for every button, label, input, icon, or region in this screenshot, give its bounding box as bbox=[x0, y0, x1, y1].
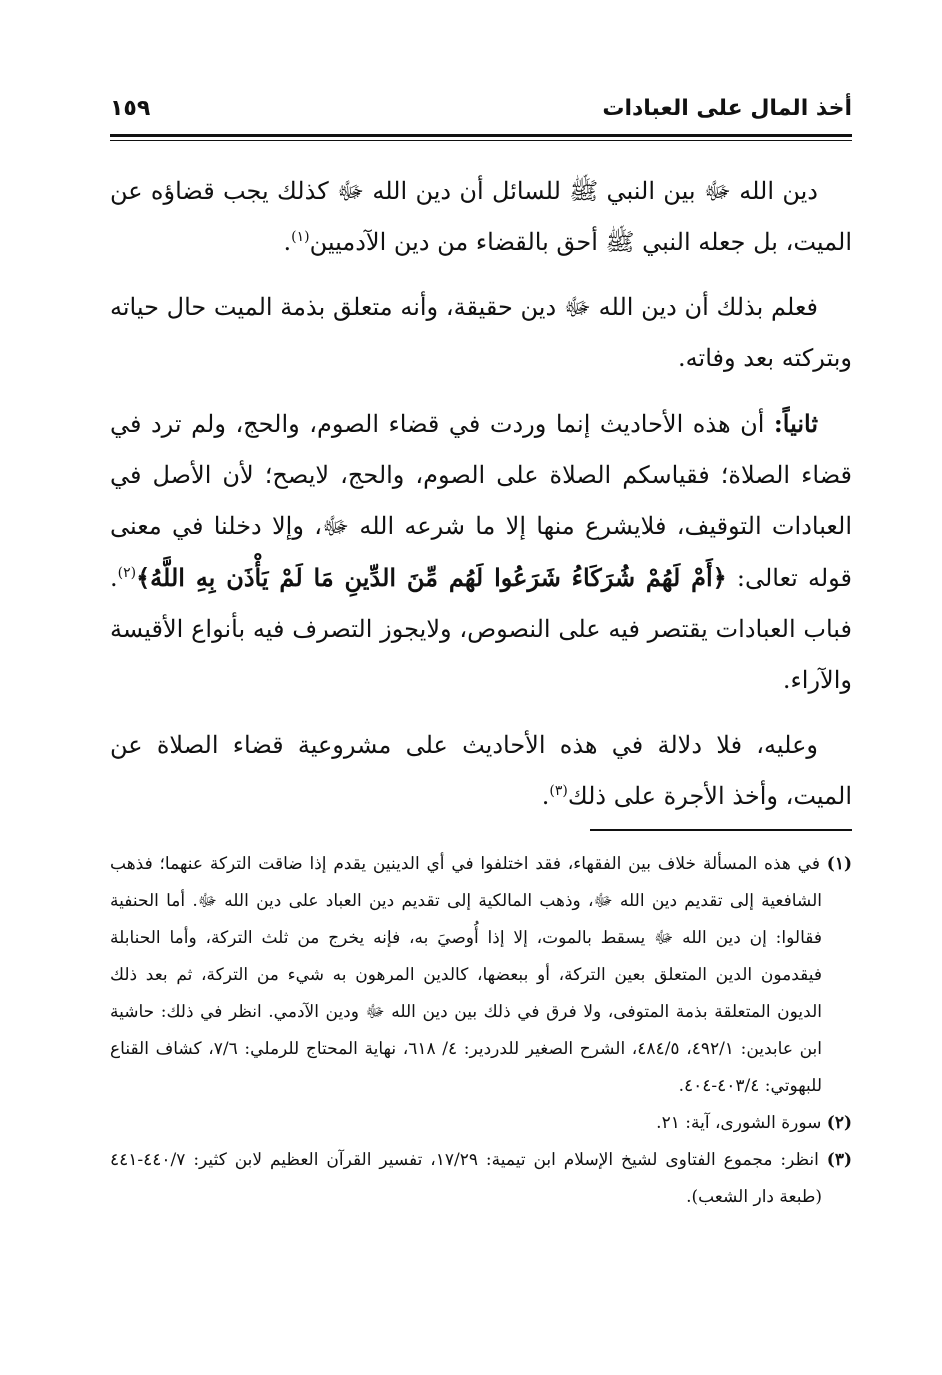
paragraph-2-text: فعلم بذلك أن دين الله ﷻ دين حقيقة، وأنه متعلق بذمة الميت حال حياته وبتركته بعد وفاته. bbox=[110, 293, 852, 372]
quran-verse: ﴿أَمْ لَهُمْ شُرَكَاءُ شَرَعُوا لَهُم مِّنَ الدِّينِ مَا لَمْ يَأْذَن بِهِ اللَّهُ﴾ bbox=[136, 563, 727, 592]
footnote-2 bbox=[110, 1105, 852, 1142]
paragraph-2 bbox=[110, 282, 852, 384]
footnotes bbox=[110, 846, 852, 1216]
footnote-3-number: (٣) bbox=[826, 1150, 852, 1170]
main-text bbox=[110, 166, 852, 836]
footnote-1-number: (١) bbox=[826, 854, 852, 874]
footnote-ref-3[interactable]: (٣) bbox=[549, 783, 568, 799]
paragraph-3-lead: ثانياً: bbox=[773, 409, 818, 438]
footnote-separator bbox=[590, 829, 852, 831]
paragraph-4-text: وعليه، فلا دلالة في هذه الأحاديث على مشروعية قضاء الصلاة عن الميت، وأخذ الأجرة على ذلك bbox=[110, 731, 852, 810]
paragraph-3 bbox=[110, 398, 852, 706]
paragraph-3-text-b: . فباب العبادات يقتصر فيه على النصوص، ولايجوز التصرف فيه بأنواع الأقيسة والآراء. bbox=[110, 564, 852, 694]
footnote-ref-1[interactable]: (١) bbox=[291, 229, 310, 245]
paragraph-1-text: دين الله ﷻ بين النبي ﷺ للسائل أن دين الله ﷻ كذلك يجب قضاؤه عن الميت، بل جعله النبي ﷺ أحق بالقضاء من دين الآدميين bbox=[110, 177, 852, 256]
footnote-1-text: في هذه المسألة خلاف بين الفقهاء، فقد اختلفوا في أي الدينين يقدم إذا ضاقت التركة عنهما؛ فذهب الشافعية إلى تقديم دين الله ﷻ، وذهب المالكية إلى تقديم دين العباد على دين الله ﷻ. أما الحنفية فقالوا: إن دين الله ﷻ يسقط بالموت، إلا إذا أُوصيَ به، فإنه يخرج من ثلث التركة، وأما الحنابلة فيقدمون الدين المتعلق بعين التركة، أو ببعضها، كالدين المرهون به شيء من التركة، ثم بعد ذلك الديون المتعلقة بذمة المتوفى، ولا فرق في ذلك بين دين الله ﷻ ودين الآدمي. انظر في ذلك: حاشية ابن عابدين: ٤٩٢/١، ٤٨٤/٥، الشرح الصغير للدردير: ٤/ ٦١٨، نهاية المحتاج للرملي: ٧/٦، كشاف القناع للبهوتي: ٤٠٣/٤-٤٠٤. bbox=[110, 854, 822, 1096]
header-rule-thin bbox=[110, 140, 852, 141]
footnote-3-text: انظر: مجموع الفتاوى لشيخ الإسلام ابن تيمية: ١٧/٢٩، تفسير القرآن العظيم لابن كثير: ٤٤٠/٧-٤٤١ (طبعة دار الشعب). bbox=[110, 1150, 822, 1207]
footnote-2-text: سورة الشورى، آية: ٢١. bbox=[656, 1113, 822, 1133]
paragraph-3-text-a: أن هذه الأحاديث إنما وردت في قضاء الصوم، والحج، ولم ترد في قضاء الصلاة؛ فقياسكم الصلاة على الصوم، والحج، لايصح؛ لأن الأصل في العبادات التوقيف، فلايشرع منها إلا ما شرعه الله ﷻ، وإلا دخلنا في معنى قوله تعالى: bbox=[110, 410, 853, 592]
paragraph-4-end: . bbox=[541, 782, 550, 810]
page-header bbox=[110, 92, 852, 132]
paragraph-4 bbox=[110, 720, 852, 822]
paragraph-1 bbox=[110, 166, 852, 268]
paragraph-1-end: . bbox=[283, 228, 292, 256]
header-rule bbox=[110, 134, 852, 137]
running-title: أخذ المال على العبادات bbox=[602, 96, 852, 121]
footnote-3 bbox=[110, 1142, 852, 1216]
page-number: ١٥٩ bbox=[110, 96, 151, 121]
footnote-1 bbox=[110, 846, 852, 1105]
footnote-ref-2[interactable]: (٢) bbox=[117, 565, 137, 581]
footnote-2-number: (٢) bbox=[826, 1113, 852, 1133]
